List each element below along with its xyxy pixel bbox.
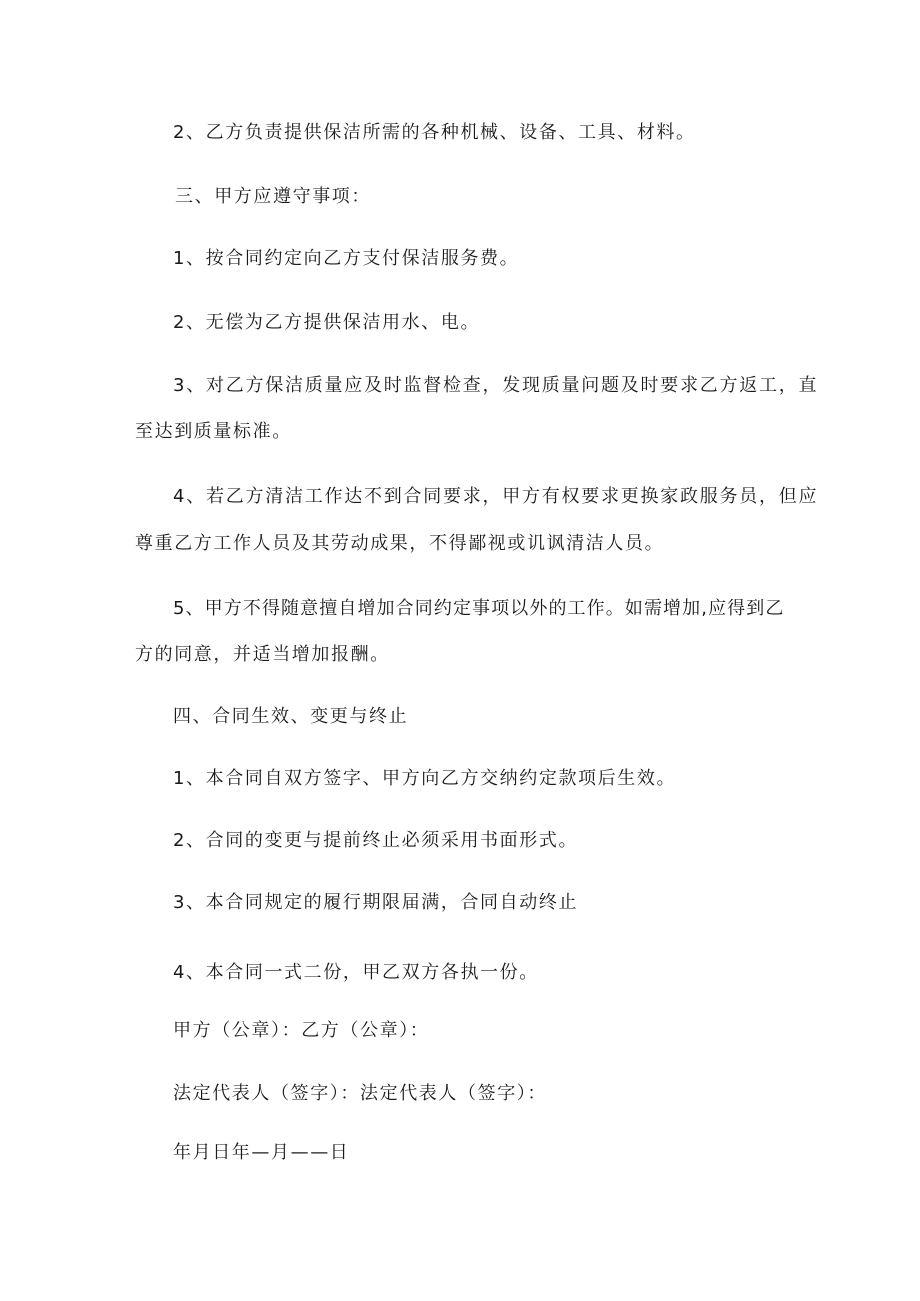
item-c4-copies: 4、本合同一式二份，甲乙双方各执一份。 <box>173 962 539 983</box>
signature-seal-line: 甲方（公章）：乙方（公章）： <box>173 1020 430 1041</box>
item-a4-replace-staff: 4、若乙方清洁工作达不到合同要求，甲方有权要求更换家政服务员，但应 <box>173 486 819 507</box>
item-a5-extra-work: 5、甲方不得随意擅自增加合同约定事项以外的工作。如需增加,应得到乙 <box>173 598 785 619</box>
item-a1-payment: 1、按合同约定向乙方支付保洁服务费。 <box>173 248 520 269</box>
item-a4-continuation: 尊重乙方工作人员及其劳动成果，不得鄙视或讥讽清洁人员。 <box>135 533 665 554</box>
signature-date-line: 年月日年—月——日 <box>173 1142 350 1163</box>
item-a3-continuation: 至达到质量标准。 <box>135 421 292 442</box>
section-heading-effect-change-termination: 四、合同生效、变更与终止 <box>173 706 409 727</box>
item-b2-party-b-equipment: 2、乙方负责提供保洁所需的各种机械、设备、工具、材料。 <box>173 122 696 143</box>
item-a2-water-electricity: 2、无偿为乙方提供保洁用水、电。 <box>173 312 481 333</box>
item-c1-effective: 1、本合同自双方签字、甲方向乙方交纳约定款项后生效。 <box>173 768 677 789</box>
item-a5-continuation: 方的同意，并适当增加报酬。 <box>135 644 390 665</box>
item-c3-auto-termination: 3、本合同规定的履行期限届满，合同自动终止 <box>173 892 579 913</box>
signature-representative-line: 法定代表人（签字）：法定代表人（签字）： <box>173 1083 547 1104</box>
item-c2-written-form: 2、合同的变更与提前终止必须采用书面形式。 <box>173 830 579 851</box>
item-a3-quality-supervision: 3、对乙方保洁质量应及时监督检查，发现质量问题及时要求乙方返工，直 <box>173 375 819 396</box>
section-heading-party-a-duties: 三、甲方应遵守事项： <box>175 186 371 207</box>
